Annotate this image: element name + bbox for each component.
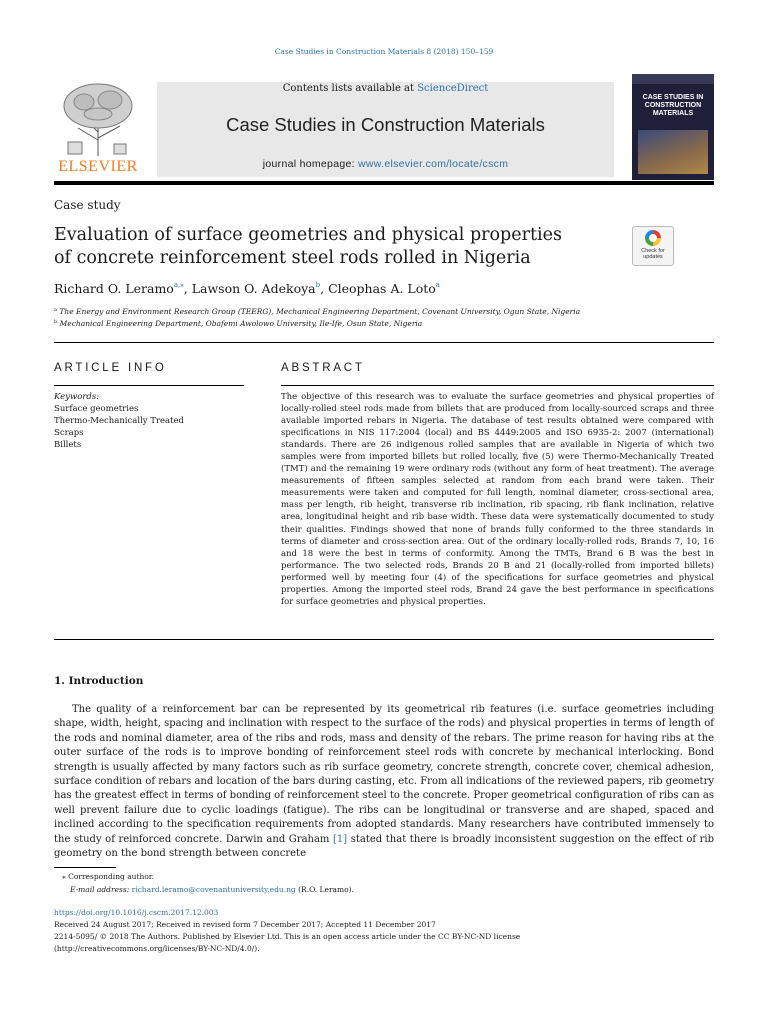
journal-citation[interactable]: Case Studies in Construction Materials 8 (2018) 150–159 [274, 47, 494, 56]
abstract-heading: ABSTRACT [281, 362, 365, 374]
header-divider [54, 181, 714, 185]
cover-title: CASE STUDIES IN CONSTRUCTION MATERIALS [642, 94, 704, 117]
cover-photo [638, 130, 708, 174]
keyword-item: Scraps [54, 428, 84, 438]
intro-text-continued: stated that there is broadly inconsistent suggestion on the effect of rib geometry on the bond strength between concrete [54, 833, 715, 860]
email-link[interactable]: richard.leramo@covenantuniversity.edu.ng [131, 885, 296, 894]
journal-homepage [157, 158, 614, 170]
introduction-paragraph [54, 703, 714, 861]
journal-cover-image[interactable] [632, 74, 714, 180]
article-info-rule [54, 385, 244, 386]
received-dates: Received 24 August 2017; Received in revised form 7 December 2017; Accepted 11 December 2017 [54, 920, 436, 929]
publisher-logo-text: ELSEVIER [58, 158, 138, 175]
footnote-divider [54, 867, 116, 868]
affiliation-text: The Energy and Environment Research Group (TEERG), Mechanical Engineering Department, Covenant University, Ogun State, Nigeria [59, 307, 581, 316]
sciencedirect-link[interactable]: ScienceDirect [417, 83, 489, 94]
author-name[interactable]: Lawson O. Adekoya [191, 281, 316, 296]
author-separator: , [320, 281, 329, 296]
crossmark-icon-center [649, 234, 657, 242]
abstract-bottom-divider [54, 639, 714, 640]
cover-band [632, 74, 714, 84]
affiliation-text: Mechanical Engineering Department, Obafemi Awolowo University, Ile-Ife, Osun State, Nigeria [59, 319, 423, 328]
doi-link[interactable]: https://doi.org/10.1016/j.cscm.2017.12.003 [54, 908, 219, 917]
affiliation [54, 307, 580, 316]
email-line [70, 885, 354, 894]
check-updates-label: Check for updates [641, 248, 665, 260]
email-suffix: (R.O. Leramo). [295, 885, 354, 894]
author-name[interactable]: Richard O. Leramo [54, 281, 174, 296]
elsevier-logo [54, 80, 142, 176]
author-list [54, 281, 440, 296]
check-for-updates-button[interactable] [632, 226, 674, 266]
keywords-block [54, 391, 184, 451]
author-affiliation-mark[interactable]: a,⁎ [173, 281, 184, 289]
license-url[interactable]: (http://creativecommons.org/licenses/BY-NC-ND/4.0/). [54, 944, 260, 953]
author-affiliation-mark[interactable]: b [315, 281, 321, 289]
journal-title: Case Studies in Construction Materials [226, 114, 545, 135]
elsevier-tree-icon [54, 80, 142, 158]
intro-text: The quality of a reinforcement bar can be represented by its geometrical rib features (i.e. surface geometries including shape, width, height, spacing and inclination with respect to the surface of the rods) and physical properties in terms of length of the rods and nominal diameter, area of the ribs and rods, mass and density of the rebars. The prime reason for having ribs at the outer surface of the rods is to improve bonding of reinforcement steel rods with concrete by mechanical interlocking. Bond strength is usually affected by many factors such as rib surface geometry, concrete strength, concrete cover, chemical adhesion, surface condition of rebars and location of the bars during casting, etc. From all indications of the reviewed papers, rib geometry has the greatest effect in terms of bonding of reinforcement steel to the concrete. Proper geometrical configuration of ribs can as well prevent failure due to cyclic loadings (fatigue). The ribs can be longitudinal or transverse and are shaped, spaced and inclined according to the specification requirements from adopted standards. Many researchers have contributed immensely to the study of reinforced concrete. Darwin and Graham [54, 704, 714, 845]
license-line: 2214-5095/ © 2018 The Authors. Published by Elsevier Ltd. This is an open access article under the CC BY-NC-ND license [54, 932, 521, 941]
homepage-prefix: journal homepage: [262, 158, 359, 170]
affiliation [54, 319, 422, 328]
abstract-text: The objective of this research was to evaluate the surface geometries and physical properties of locally-rolled steel rods made from billets that are produced from locally-sourced scraps and three available imported rebars in Nigeria. The database of test results obtained were compared with specifications in NIS 117:2004 (local) and BS 4449:2005 and ISO 6935-2: 2007 (international) standards. There are 26 indigenous rolled samples that are available in Nigeria of which two samples were from imported billets but rolled locally, five (5) were Thermo-Mechanically Treated (TMT) and the remaining 19 were ordinary rods (without any form of heat treatment). The average measurements of fifteen samples selected at random from each brand were taken. Their measurements were taken and computed for full length, nominal diameter, cross-sectional area, mass per length, rib height, transverse rib inclination, rib spacing, rib flank inclination, relative area, longitudinal height and rib base width. These data were systematically documented to study their qualities. Findings showed that none of brands fully conformed to the three standards in terms of diameter and cross-section area. Out of the ordinary locally-rolled rods, Brands 7, 10, 16 and 18 were the best in terms of conformity. Among the TMTs, Brand 6 B was the best in performance. The two selected rods, Brands 20 B and 21 (locally-rolled from imported billets) performed well by meeting four (4) of the specifications for surface geometries and physical properties. Among the imported steel rods, Brand 24 gave the best performance in specifications for surface geometries and physical properties. [281, 392, 714, 607]
author-name[interactable]: Cleophas A. Loto [328, 281, 436, 296]
contents-prefix: Contents lists available at [282, 83, 418, 94]
article-type: Case study [54, 198, 121, 212]
corresponding-author-note: ⁎ Corresponding author. [62, 872, 155, 881]
email-label: E-mail address: [70, 885, 132, 894]
article-title: Evaluation of surface geometries and physical properties of concrete reinforcement steel rods rolled in Nigeria [54, 225, 562, 268]
abstract-rule [281, 385, 714, 386]
homepage-link[interactable]: www.elsevier.com/locate/cscm [358, 158, 509, 170]
keyword-item: Thermo-Mechanically Treated [54, 416, 185, 426]
article-info-heading: ARTICLE INFO [54, 362, 167, 374]
keyword-item: Surface geometries [54, 404, 139, 414]
introduction-heading: 1. Introduction [54, 675, 144, 687]
contents-line [157, 83, 614, 94]
section-divider [54, 342, 714, 343]
keywords-label: Keywords: [54, 392, 100, 402]
author-affiliation-mark[interactable]: a [435, 281, 440, 289]
affiliation-mark: b [54, 319, 58, 325]
author-separator: , [183, 281, 192, 296]
keyword-item: Billets [54, 440, 82, 450]
affiliation-mark: a [54, 307, 57, 313]
reference-link[interactable]: [1] [333, 833, 348, 845]
